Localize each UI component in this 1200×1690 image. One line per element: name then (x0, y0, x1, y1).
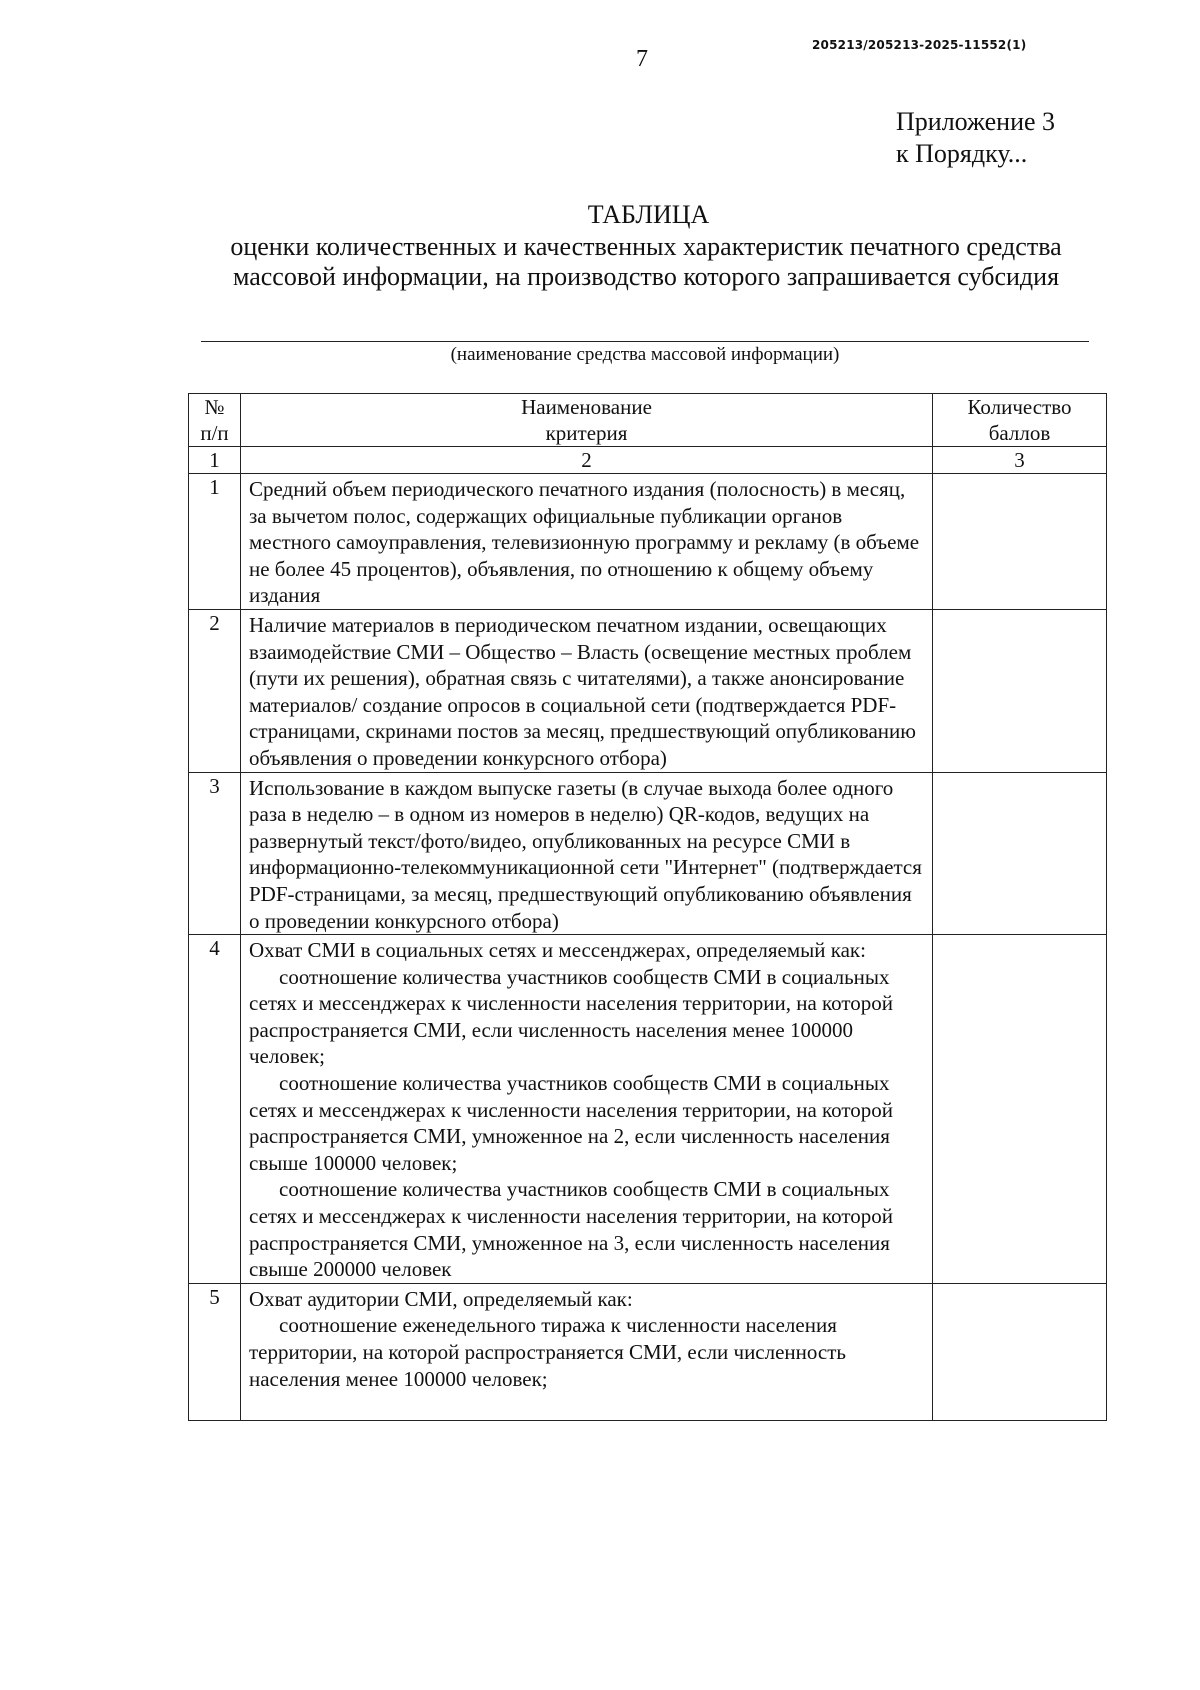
row-number: 2 (189, 609, 241, 772)
header-criterion-line-2: критерия (545, 421, 628, 445)
criterion-text (241, 772, 933, 935)
criterion-text (241, 609, 933, 772)
row-number: 4 (189, 935, 241, 1284)
header-number-cell (189, 394, 241, 447)
header-score-line-1: Количество (967, 395, 1072, 419)
row-number: 1 (189, 474, 241, 610)
score-cell (933, 935, 1107, 1284)
document-registration-code: 205213/205213-2025-11552(1) (812, 38, 1027, 52)
appendix-line-2: к Порядку... (896, 139, 1028, 168)
subtitle-line-1: оценки количественных и качественных характеристик печатного средства (230, 232, 1062, 261)
criterion-paragraph: Охват аудитории СМИ, определяемый как: (249, 1286, 633, 1311)
page-number: 7 (636, 46, 648, 72)
row-number: 5 (189, 1283, 241, 1420)
header-number-line-2: п/п (200, 421, 229, 445)
column-index-2: 2 (241, 447, 933, 474)
score-cell (933, 609, 1107, 772)
criterion-paragraph: соотношение еженедельного тиража к численности населения территории, на которой распространяется СМИ, если численность населения менее 100000 человек; (249, 1313, 847, 1391)
criterion-text (241, 474, 933, 610)
row-number: 3 (189, 772, 241, 935)
subtitle-line-2: массовой информации, на производство которого запрашивается субсидия (232, 262, 1060, 291)
criterion-paragraph: Средний объем периодического печатного издания (полосность) в месяц, за вычетом полос, содержащих официальные публикации органов местного самоуправления, телевизионную программу и рекламу (в объеме не более 45 процентов), объявления, по отношению к общему объему издания (249, 477, 920, 608)
criteria-table (188, 393, 1107, 1421)
table-row (189, 772, 1107, 935)
criterion-paragraph: соотношение количества участников сообществ СМИ в социальных сетях и мессенджерах к численности населения территории, на которой распространяется СМИ, умноженное на 3, если численность населения свыше 200000 человек (249, 1177, 894, 1282)
table-row (189, 1283, 1107, 1420)
header-criterion-cell (241, 394, 933, 447)
table-row (189, 474, 1107, 610)
table-header-row (189, 394, 1107, 447)
score-cell (933, 772, 1107, 935)
media-name-fill-line (201, 341, 1089, 342)
criterion-text (241, 935, 933, 1284)
score-cell (933, 474, 1107, 610)
column-index-3: 3 (933, 447, 1107, 474)
table-subtitle (186, 232, 1106, 292)
score-cell (933, 1283, 1107, 1420)
criterion-paragraph: соотношение количества участников сообществ СМИ в социальных сетях и мессенджерах к численности населения территории, на которой распространяется СМИ, если численность населения менее 100000 человек; (249, 964, 894, 1069)
column-index-row (189, 447, 1107, 474)
appendix-reference (896, 106, 1055, 170)
table-row (189, 609, 1107, 772)
criterion-text (241, 1283, 933, 1420)
appendix-line-1: Приложение 3 (896, 107, 1056, 136)
criterion-paragraph: Охват СМИ в социальных сетях и мессенджерах, определяемый как: (249, 938, 866, 963)
header-number-line-1: № (204, 395, 225, 419)
table-row (189, 935, 1107, 1284)
media-name-caption: (наименование средства массовой информации) (450, 344, 840, 365)
criterion-paragraph: соотношение количества участников сообществ СМИ в социальных сетях и мессенджерах к численности населения территории, на которой распространяется СМИ, умноженное на 2, если численность населения свыше 100000 человек; (249, 1071, 894, 1175)
criterion-paragraph: Использование в каждом выпуске газеты (в случае выхода более одного раза в неделю – в одном из номеров в неделю) QR-кодов, ведущих на развернутый текст/фото/видео, опубликованных на ресурсе СМИ в информационно-телекоммуникационной сети "Интернет" (подтверждается PDF-страницами, за месяц, предшествующий опубликованию объявления о проведении конкурсного отбора) (249, 775, 922, 933)
header-score-line-2: баллов (988, 421, 1051, 445)
criterion-paragraph: Наличие материалов в периодическом печатном издании, освещающих взаимодействие СМИ – Общество – Власть (освещение местных проблем (пути их решения), обратная связь с читателями), а также анонсирование материалов/ создание опросов в социальной сети (подтверждается PDF-страницами, скринами постов за месяц, предшествующий опубликованию объявления о проведении конкурсного отбора) (249, 612, 916, 770)
header-score-cell (933, 394, 1107, 447)
header-criterion-line-1: Наименование (521, 395, 652, 419)
column-index-1: 1 (189, 447, 241, 474)
table-heading: ТАБЛИЦА (587, 200, 710, 229)
